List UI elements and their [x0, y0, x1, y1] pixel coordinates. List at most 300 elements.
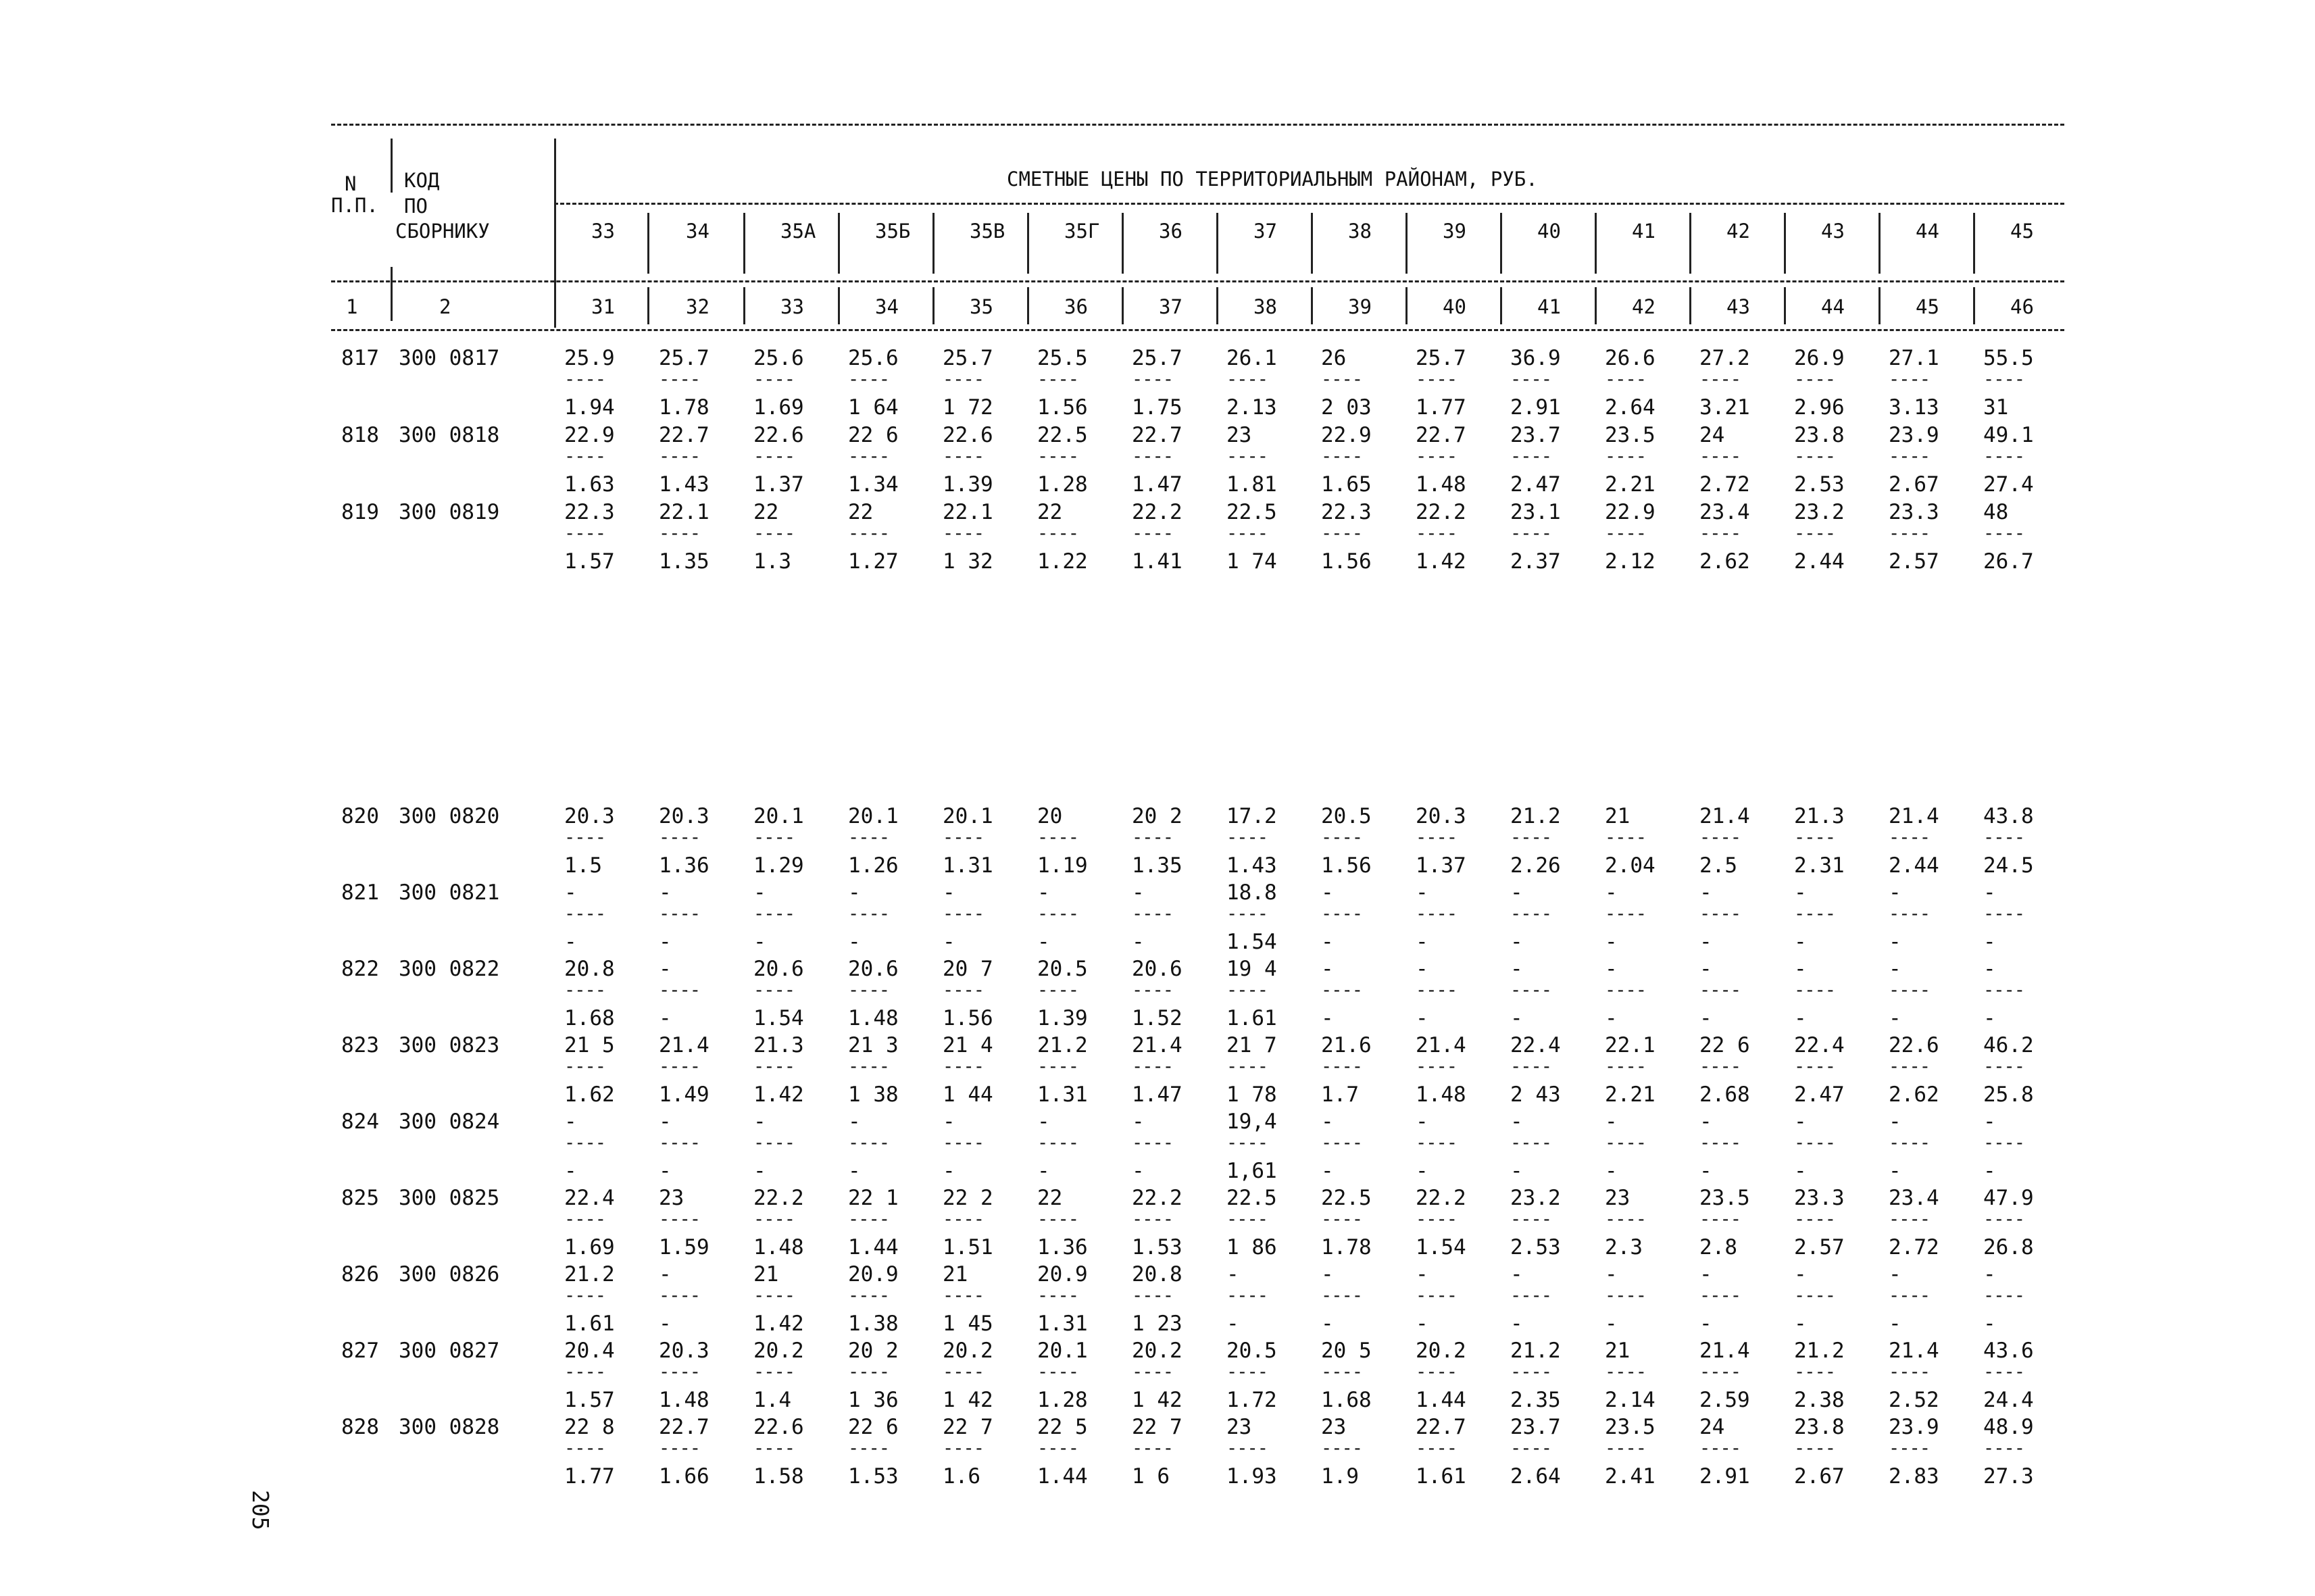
price-value-fraction: -	[1699, 1159, 1712, 1183]
price-value-fraction: 2.21	[1605, 1082, 1656, 1107]
fraction-bar: ----	[564, 1132, 606, 1153]
price-value: 20.3	[1416, 804, 1466, 828]
header-divider-colnum	[647, 287, 649, 324]
price-value-fraction: 2.47	[1794, 1082, 1845, 1107]
row-number: 817	[341, 346, 379, 370]
price-value: 22	[1037, 500, 1063, 524]
fraction-bar: ----	[943, 827, 985, 848]
price-value: -	[1416, 880, 1428, 905]
row-code: 300 0826	[399, 1262, 500, 1287]
row-code: 300 0819	[399, 500, 500, 524]
price-value: 23.5	[1605, 423, 1656, 447]
fraction-bar: ----	[564, 446, 606, 467]
fraction-bar: ----	[1321, 523, 1363, 544]
price-value: 20.3	[659, 1339, 710, 1363]
price-value-fraction: 2.37	[1510, 549, 1561, 574]
fraction-bar: ----	[1605, 1056, 1647, 1077]
fraction-bar: ----	[659, 369, 701, 390]
price-value-fraction: -	[1132, 930, 1145, 954]
fraction-bar: ----	[1983, 1132, 2025, 1153]
price-value: 21.3	[753, 1033, 804, 1057]
price-value-fraction: 1.57	[564, 549, 615, 574]
price-value: 23.8	[1794, 1415, 1845, 1439]
price-value: 21.4	[1699, 804, 1750, 828]
price-value: 21	[1605, 804, 1631, 828]
price-value: -	[659, 1262, 672, 1287]
header-divider-colnum	[1027, 287, 1029, 324]
price-value: -	[1794, 880, 1807, 905]
fraction-bar: ----	[1699, 1362, 1741, 1382]
price-value-fraction: 1.77	[1416, 395, 1466, 420]
price-value-fraction: 1.72	[1226, 1388, 1277, 1412]
price-value: 23.5	[1699, 1186, 1750, 1210]
price-value: 24	[1699, 1415, 1725, 1439]
price-value-fraction: 1.61	[1226, 1006, 1277, 1030]
fraction-bar: ----	[1416, 369, 1458, 390]
fraction-bar: ----	[1794, 1056, 1836, 1077]
district-header: 41	[1632, 220, 1656, 243]
fraction-bar: ----	[1889, 446, 1931, 467]
price-value: 20 2	[848, 1339, 899, 1363]
fraction-bar: ----	[1889, 1132, 1931, 1153]
fraction-bar: ----	[564, 1285, 606, 1306]
fraction-bar: ----	[943, 1362, 985, 1382]
fraction-bar: ----	[1983, 1056, 2025, 1077]
fraction-bar: ----	[1226, 1056, 1268, 1077]
price-value-fraction: 2.67	[1794, 1464, 1845, 1489]
price-value-fraction: 2.91	[1699, 1464, 1750, 1489]
price-value-fraction: 1.44	[848, 1235, 899, 1260]
fraction-bar: ----	[943, 1285, 985, 1306]
price-value: 20.2	[753, 1339, 804, 1363]
fraction-bar: ----	[1699, 903, 1741, 924]
price-value-fraction: -	[1510, 1159, 1523, 1183]
fraction-bar: ----	[1605, 1438, 1647, 1459]
fraction-bar: ----	[1510, 446, 1552, 467]
row-code: 300 0825	[399, 1186, 500, 1210]
price-value-fraction: -	[1510, 1312, 1523, 1336]
price-value: 47.9	[1983, 1186, 2034, 1210]
price-value: 18.8	[1226, 880, 1277, 905]
price-value-fraction: 1.31	[1037, 1312, 1088, 1336]
price-value-fraction: -	[1983, 930, 1996, 954]
fraction-bar: ----	[848, 446, 890, 467]
fraction-bar: ----	[1605, 523, 1647, 544]
price-value: 26.6	[1605, 346, 1656, 370]
price-value-fraction: 1.26	[848, 853, 899, 878]
fraction-bar: ----	[1605, 1209, 1647, 1230]
price-value: -	[1510, 880, 1523, 905]
header-divider-colnum	[1689, 287, 1691, 324]
column-number: 32	[686, 295, 710, 318]
price-value: 22 7	[1132, 1415, 1183, 1439]
price-value: 22.2	[1132, 500, 1183, 524]
price-value: -	[1226, 1262, 1239, 1287]
header-divider-district	[1027, 213, 1029, 274]
price-value: 22.7	[659, 423, 710, 447]
fraction-bar: ----	[753, 903, 795, 924]
row-number: 819	[341, 500, 379, 524]
fraction-bar: ----	[659, 446, 701, 467]
price-value: 22.4	[1510, 1033, 1561, 1057]
price-value-fraction: -	[1794, 1312, 1807, 1336]
price-value: 23.9	[1889, 423, 1939, 447]
price-value-fraction: 1.43	[1226, 853, 1277, 878]
price-value-fraction: 1.57	[564, 1388, 615, 1412]
header-title: СМЕТНЫЕ ЦЕНЫ ПО ТЕРРИТОРИАЛЬНЫМ РАЙОНАМ, РУБ.	[1007, 168, 1538, 191]
price-value-fraction: 1.34	[848, 472, 899, 497]
fraction-bar: ----	[1226, 1438, 1268, 1459]
price-value: -	[1605, 1109, 1618, 1134]
price-value-fraction: 2.04	[1605, 853, 1656, 878]
fraction-bar: ----	[1416, 1209, 1458, 1230]
price-value: -	[1510, 957, 1523, 981]
price-value-fraction: 1 78	[1226, 1082, 1277, 1107]
price-value: 43.8	[1983, 804, 2034, 828]
header-divider-n	[391, 139, 393, 193]
district-header: 35Б	[875, 220, 911, 243]
price-value: 25.7	[943, 346, 993, 370]
fraction-bar: ----	[1794, 980, 1836, 1001]
price-value-fraction: -	[1605, 1159, 1618, 1183]
price-value: 22.2	[753, 1186, 804, 1210]
fraction-bar: ----	[1510, 980, 1552, 1001]
price-value: 22.9	[1321, 423, 1372, 447]
fraction-bar: ----	[1321, 1438, 1363, 1459]
price-value: 22.9	[564, 423, 615, 447]
price-value-fraction: -	[943, 930, 955, 954]
price-value: 22.3	[1321, 500, 1372, 524]
fraction-bar: ----	[848, 980, 890, 1001]
fraction-bar: ----	[848, 1438, 890, 1459]
price-value: -	[564, 880, 577, 905]
price-value: -	[1983, 1262, 1996, 1287]
price-value-fraction: 2.62	[1699, 549, 1750, 574]
price-value-fraction: 2.91	[1510, 395, 1561, 420]
price-value: 21.2	[1794, 1339, 1845, 1363]
header-divider-colnum	[1878, 287, 1881, 324]
fraction-bar: ----	[753, 446, 795, 467]
price-value: 26.9	[1794, 346, 1845, 370]
district-header: 44	[1916, 220, 1939, 243]
row-number: 818	[341, 423, 379, 447]
price-value-fraction: 1.62	[564, 1082, 615, 1107]
header-code-line2: ПО	[404, 195, 428, 218]
fraction-bar: ----	[848, 1285, 890, 1306]
price-value: 20.5	[1321, 804, 1372, 828]
price-value-fraction: 1.42	[753, 1082, 804, 1107]
fraction-bar: ----	[1132, 446, 1174, 467]
district-header: 35А	[780, 220, 816, 243]
row-code: 300 0828	[399, 1415, 500, 1439]
fraction-bar: ----	[753, 1209, 795, 1230]
fraction-bar: ----	[659, 903, 701, 924]
row-code: 300 0824	[399, 1109, 500, 1134]
price-value-fraction: 1.49	[659, 1082, 710, 1107]
fraction-bar: ----	[848, 369, 890, 390]
fraction-bar: ----	[1889, 523, 1931, 544]
price-value-fraction: 1.69	[753, 395, 804, 420]
header-divider-district	[1878, 213, 1881, 274]
price-value-fraction: 1.48	[1416, 1082, 1466, 1107]
fraction-bar: ----	[1699, 827, 1741, 848]
price-value-fraction: -	[1132, 1159, 1145, 1183]
fraction-bar: ----	[1037, 1362, 1079, 1382]
price-value-fraction: 1.42	[753, 1312, 804, 1336]
fraction-bar: ----	[1321, 903, 1363, 924]
price-value-fraction: 1.3	[753, 549, 791, 574]
price-value: 25.6	[753, 346, 804, 370]
district-header: 39	[1443, 220, 1466, 243]
price-value-fraction: -	[1510, 1006, 1523, 1030]
price-value-fraction: 1.63	[564, 472, 615, 497]
price-value: -	[1794, 957, 1807, 981]
fraction-bar: ----	[1889, 1362, 1931, 1382]
price-value: 22.7	[1132, 423, 1183, 447]
fraction-bar: ----	[1794, 523, 1836, 544]
fraction-bar: ----	[1037, 369, 1079, 390]
price-value-fraction: -	[1416, 1312, 1428, 1336]
price-value-fraction: 2.21	[1605, 472, 1656, 497]
price-value-fraction: 2.5	[1699, 853, 1737, 878]
row-code: 300 0823	[399, 1033, 500, 1057]
price-value: 22.7	[1416, 423, 1466, 447]
fraction-bar: ----	[1983, 523, 2025, 544]
price-value: 23.2	[1510, 1186, 1561, 1210]
price-value: 22.5	[1226, 500, 1277, 524]
price-value-fraction: 2.53	[1510, 1235, 1561, 1260]
row-code: 300 0820	[399, 804, 500, 828]
price-value-fraction: 1.58	[753, 1464, 804, 1489]
header-divider-district	[1311, 213, 1313, 274]
price-value-fraction: 2.14	[1605, 1388, 1656, 1412]
price-value-fraction: 2.38	[1794, 1388, 1845, 1412]
price-value: 27.2	[1699, 346, 1750, 370]
fraction-bar: ----	[1416, 523, 1458, 544]
fraction-bar: ----	[943, 903, 985, 924]
price-value: 20 5	[1321, 1339, 1372, 1363]
fraction-bar: ----	[659, 1362, 701, 1382]
fraction-bar: ----	[753, 1362, 795, 1382]
fraction-bar: ----	[1226, 903, 1268, 924]
price-value-fraction: -	[1510, 930, 1523, 954]
price-value: -	[1605, 957, 1618, 981]
price-value: -	[1132, 880, 1145, 905]
fraction-bar: ----	[1889, 1056, 1931, 1077]
price-value: 23.2	[1794, 500, 1845, 524]
price-value-fraction: 1.28	[1037, 472, 1088, 497]
price-value-fraction: -	[1605, 1006, 1618, 1030]
price-value: 25.5	[1037, 346, 1088, 370]
price-value: 22.2	[1132, 1186, 1183, 1210]
row-number: 822	[341, 957, 379, 981]
fraction-bar: ----	[848, 1209, 890, 1230]
price-value: 23.7	[1510, 1415, 1561, 1439]
price-value-fraction: 24.5	[1983, 853, 2034, 878]
price-value: 23.4	[1889, 1186, 1939, 1210]
price-value-fraction: -	[1605, 930, 1618, 954]
fraction-bar: ----	[1321, 1056, 1363, 1077]
price-value: -	[1983, 957, 1996, 981]
price-value: 22.5	[1226, 1186, 1277, 1210]
header-divider-district	[838, 213, 840, 274]
header-divider-district	[743, 213, 745, 274]
price-value-fraction: 1.37	[1416, 853, 1466, 878]
price-value-fraction: -	[1416, 1159, 1428, 1183]
price-value: 20.1	[1037, 1339, 1088, 1363]
price-value-fraction: 1 38	[848, 1082, 899, 1107]
price-value: -	[1983, 880, 1996, 905]
price-value-fraction: -	[1889, 1159, 1901, 1183]
price-value: -	[848, 880, 861, 905]
fraction-bar: ----	[659, 1438, 701, 1459]
price-value-fraction: -	[1321, 1159, 1334, 1183]
district-header: 45	[2010, 220, 2034, 243]
price-value: -	[1699, 957, 1712, 981]
price-value-fraction: 1 74	[1226, 549, 1277, 574]
fraction-bar: ----	[1605, 903, 1647, 924]
fraction-bar: ----	[1794, 903, 1836, 924]
price-value: 20.1	[943, 804, 993, 828]
price-value: 23.7	[1510, 423, 1561, 447]
fraction-bar: ----	[943, 1209, 985, 1230]
fraction-bar: ----	[659, 1285, 701, 1306]
price-value: 22	[848, 500, 874, 524]
fraction-bar: ----	[1605, 446, 1647, 467]
fraction-bar: ----	[1226, 446, 1268, 467]
price-value: 22 7	[943, 1415, 993, 1439]
fraction-bar: ----	[1983, 980, 2025, 1001]
fraction-bar: ----	[1794, 1362, 1836, 1382]
header-divider-colnum	[932, 287, 935, 324]
fraction-bar: ----	[1132, 1285, 1174, 1306]
fraction-bar: ----	[848, 1056, 890, 1077]
price-value-fraction: 1.54	[1416, 1235, 1466, 1260]
column-number: 37	[1159, 295, 1183, 318]
price-value: 24	[1699, 423, 1725, 447]
header-divider-district	[647, 213, 649, 274]
price-value: -	[1889, 1262, 1901, 1287]
price-value: 26	[1321, 346, 1347, 370]
price-value-fraction: -	[753, 1159, 766, 1183]
row-code: 300 0827	[399, 1339, 500, 1363]
fraction-bar: ----	[1605, 980, 1647, 1001]
price-value: -	[1510, 1262, 1523, 1287]
price-value-fraction: -	[1889, 1006, 1901, 1030]
column-number: 35	[970, 295, 993, 318]
price-value: -	[1321, 1262, 1334, 1287]
column-number: 34	[875, 295, 899, 318]
fraction-bar: ----	[564, 369, 606, 390]
price-value: 21.4	[1889, 804, 1939, 828]
price-value: 20.6	[848, 957, 899, 981]
price-value: 20.2	[1416, 1339, 1466, 1363]
fraction-bar: ----	[659, 827, 701, 848]
price-value-fraction: 1 42	[943, 1388, 993, 1412]
price-value-fraction: 1.77	[564, 1464, 615, 1489]
price-value-fraction: 1.52	[1132, 1006, 1183, 1030]
price-value: -	[1321, 880, 1334, 905]
price-value-fraction: 1.29	[753, 853, 804, 878]
price-value: 20.1	[848, 804, 899, 828]
price-value: 17.2	[1226, 804, 1277, 828]
fraction-bar: ----	[1416, 446, 1458, 467]
fraction-bar: ----	[1699, 980, 1741, 1001]
fraction-bar: ----	[1226, 1285, 1268, 1306]
price-value: 20.8	[1132, 1262, 1183, 1287]
price-value-fraction: 1.54	[753, 1006, 804, 1030]
price-value: 21.4	[1889, 1339, 1939, 1363]
price-value-fraction: -	[753, 930, 766, 954]
fraction-bar: ----	[1605, 1285, 1647, 1306]
price-value-fraction: -	[1226, 1312, 1239, 1336]
column-number: 44	[1821, 295, 1845, 318]
header-divider-colnum	[1405, 287, 1408, 324]
price-value: 21.4	[1416, 1033, 1466, 1057]
fraction-bar: ----	[1699, 1132, 1741, 1153]
price-value-fraction: 26.8	[1983, 1235, 2034, 1260]
price-value-fraction: 2 43	[1510, 1082, 1561, 1107]
fraction-bar: ----	[943, 369, 985, 390]
fraction-bar: ----	[943, 980, 985, 1001]
fraction-bar: ----	[1794, 1209, 1836, 1230]
price-value-fraction: 1 36	[848, 1388, 899, 1412]
price-value: 22.3	[564, 500, 615, 524]
price-value-fraction: -	[1983, 1312, 1996, 1336]
price-value: 25.9	[564, 346, 615, 370]
price-value-fraction: 1.36	[1037, 1235, 1088, 1260]
price-value-fraction: 1.68	[564, 1006, 615, 1030]
price-value-fraction: 1.6	[943, 1464, 980, 1489]
price-value: 55.5	[1983, 346, 2034, 370]
price-value-fraction: -	[1321, 930, 1334, 954]
header-divider-colnum	[838, 287, 840, 324]
price-value: 48.9	[1983, 1415, 2034, 1439]
price-value-fraction: 2.83	[1889, 1464, 1939, 1489]
price-value: 20.6	[753, 957, 804, 981]
fraction-bar: ----	[1699, 1209, 1741, 1230]
header-code-line3: СБОРНИКУ	[395, 220, 490, 243]
price-value-fraction: 1.68	[1321, 1388, 1372, 1412]
fraction-bar: ----	[564, 1438, 606, 1459]
price-value-fraction: -	[1416, 1006, 1428, 1030]
price-value: 26.1	[1226, 346, 1277, 370]
header-top-rule	[331, 124, 2064, 126]
district-header: 37	[1253, 220, 1277, 243]
fraction-bar: ----	[1794, 446, 1836, 467]
price-value: 21.4	[1132, 1033, 1183, 1057]
price-value-fraction: 2.44	[1889, 853, 1939, 878]
price-value-fraction: 1.54	[1226, 930, 1277, 954]
fraction-bar: ----	[1321, 1132, 1363, 1153]
fraction-bar: ----	[1037, 903, 1079, 924]
price-value-fraction: -	[1889, 930, 1901, 954]
price-value-fraction: 2.57	[1794, 1235, 1845, 1260]
header-divider-colnum	[1216, 287, 1218, 324]
price-value: 20.5	[1037, 957, 1088, 981]
fraction-bar: ----	[1699, 1056, 1741, 1077]
price-value-fraction: 2.8	[1699, 1235, 1737, 1260]
fraction-bar: ----	[659, 980, 701, 1001]
header-divider-colnum	[1122, 287, 1124, 324]
price-value-fraction: -	[943, 1159, 955, 1183]
price-value: -	[1889, 880, 1901, 905]
price-value-fraction: 1.28	[1037, 1388, 1088, 1412]
fraction-bar: ----	[753, 1438, 795, 1459]
fraction-bar: ----	[753, 1132, 795, 1153]
fraction-bar: ----	[1889, 1438, 1931, 1459]
header-n: N	[345, 172, 357, 195]
